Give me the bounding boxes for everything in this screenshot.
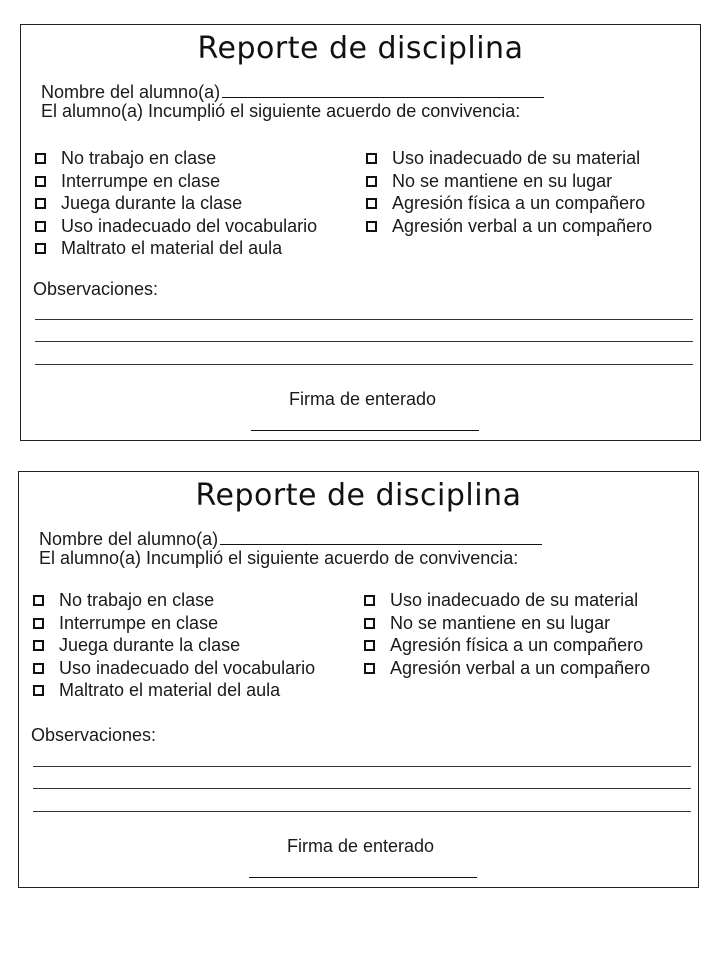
report-title: Reporte de disciplina	[195, 478, 522, 513]
checkbox-icon[interactable]	[35, 176, 46, 187]
checklist-item-label: Juega durante la clase	[59, 635, 241, 655]
checkbox-icon[interactable]	[33, 595, 44, 606]
checklist-item-label: Agresión física a un compañero	[392, 193, 646, 213]
checklist-item[interactable]	[33, 679, 315, 702]
checkbox-icon[interactable]	[33, 685, 44, 696]
checkbox-icon[interactable]	[35, 198, 46, 209]
checklist-item[interactable]	[366, 147, 652, 170]
checklist-item[interactable]	[33, 634, 315, 657]
observations-line[interactable]	[35, 319, 693, 320]
checklist-item-label: Uso inadecuado del vocabulario	[59, 657, 316, 678]
checklist-item-label: Agresión verbal a un compañero	[390, 657, 651, 678]
signature-line[interactable]	[249, 877, 477, 878]
checkbox-icon[interactable]	[33, 618, 44, 629]
observations-label: Observaciones:	[33, 279, 159, 299]
checklist-item[interactable]	[364, 657, 650, 680]
checklist-item-label: Uso inadecuado de su material	[390, 590, 639, 610]
checkbox-icon[interactable]	[366, 198, 377, 209]
checkbox-icon[interactable]	[366, 221, 377, 232]
observations-line[interactable]	[33, 811, 691, 812]
checklist-left-column	[33, 589, 315, 702]
checkbox-icon[interactable]	[366, 176, 377, 187]
checklist-item-label: Maltrato el material del aula	[59, 680, 281, 700]
observations-line[interactable]	[35, 341, 693, 342]
checkbox-icon[interactable]	[364, 595, 375, 606]
checklist-right-column	[364, 589, 650, 679]
signature-label: Firma de enterado	[286, 836, 435, 856]
observations-line[interactable]	[33, 788, 691, 789]
observations-label: Observaciones:	[31, 725, 157, 745]
report-title: Reporte de disciplina	[197, 31, 524, 66]
checklist-item-label: Interrumpe en clase	[61, 170, 221, 191]
student-name-blank[interactable]	[222, 79, 544, 98]
checklist-item[interactable]	[35, 147, 317, 170]
checklist-item-label: Interrumpe en clase	[59, 612, 219, 633]
checkbox-icon[interactable]	[364, 618, 375, 629]
student-name-label: Nombre del alumno(a)	[41, 82, 221, 102]
student-name-field[interactable]	[41, 79, 544, 103]
checkbox-icon[interactable]	[364, 663, 375, 674]
checklist-item[interactable]	[366, 215, 652, 238]
checklist-item-label: Agresión verbal a un compañero	[392, 215, 653, 236]
checkbox-icon[interactable]	[366, 153, 377, 164]
checklist-item[interactable]	[33, 612, 315, 635]
student-name-blank[interactable]	[220, 526, 542, 545]
checklist-item[interactable]	[35, 215, 317, 238]
checklist-item-label: Agresión física a un compañero	[390, 635, 644, 655]
checklist-item[interactable]	[364, 589, 650, 612]
checklist-item-label: Uso inadecuado del vocabulario	[61, 215, 318, 236]
checklist-item-label: No se mantiene en su lugar	[390, 612, 611, 633]
checkbox-icon[interactable]	[35, 221, 46, 232]
checkbox-icon[interactable]	[33, 663, 44, 674]
checklist-item[interactable]	[364, 634, 650, 657]
observations-line[interactable]	[35, 364, 693, 365]
signature-label: Firma de enterado	[288, 389, 437, 409]
checklist-item-label: Uso inadecuado de su material	[392, 148, 641, 168]
checklist-item[interactable]	[364, 612, 650, 635]
checklist-left-column	[35, 147, 317, 260]
checklist-item-label: No trabajo en clase	[59, 590, 215, 610]
checklist-item[interactable]	[35, 192, 317, 215]
checklist-right-column	[366, 147, 652, 237]
checkbox-icon[interactable]	[35, 243, 46, 254]
checkbox-icon[interactable]	[364, 640, 375, 651]
checklist-item-label: No se mantiene en su lugar	[392, 170, 613, 191]
checklist-item-label: No trabajo en clase	[61, 148, 217, 168]
checklist-item-label: Juega durante la clase	[61, 193, 243, 213]
checkbox-icon[interactable]	[33, 640, 44, 651]
checklist-item-label: Maltrato el material del aula	[61, 238, 283, 258]
checklist-item[interactable]	[35, 237, 317, 260]
checklist-item[interactable]	[366, 192, 652, 215]
discipline-report-card	[18, 471, 699, 888]
signature-line[interactable]	[251, 430, 479, 431]
intro-text: El alumno(a) Incumplió el siguiente acuerdo de convivencia:	[41, 101, 521, 121]
intro-text: El alumno(a) Incumplió el siguiente acuerdo de convivencia:	[39, 548, 519, 568]
checklist-item[interactable]	[33, 589, 315, 612]
checklist-item[interactable]	[366, 170, 652, 193]
observations-line[interactable]	[33, 766, 691, 767]
student-name-label: Nombre del alumno(a)	[39, 529, 219, 549]
discipline-report-card	[20, 24, 701, 441]
student-name-field[interactable]	[39, 526, 542, 550]
checkbox-icon[interactable]	[35, 153, 46, 164]
checklist-item[interactable]	[35, 170, 317, 193]
checklist-item[interactable]	[33, 657, 315, 680]
